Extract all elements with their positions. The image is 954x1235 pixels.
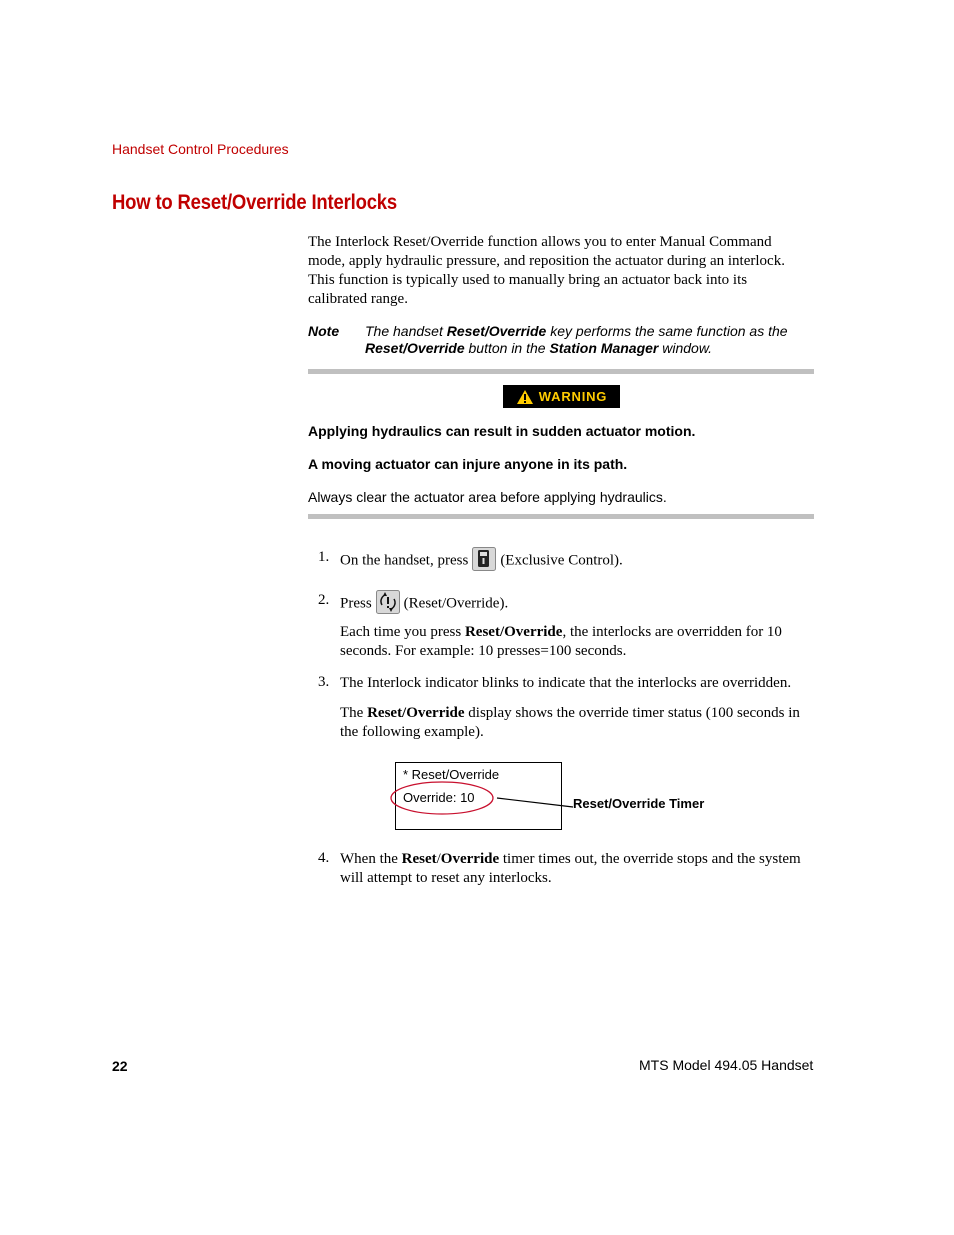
intro-paragraph: The Interlock Reset/Override function allows you to enter Manual Command mode, apply hydraulic pressure, and reposition the actuator during an interlock. This function is typically used to manually bring an actuator back into its calibrated range. [308,234,785,307]
warning-badge [503,385,620,408]
step-2-text: Press (Reset/Override). [340,592,508,616]
override-highlight-ellipse [391,782,493,814]
callout-label: Reset/Override Timer [573,796,705,811]
warning-line-3: Always clear the actuator area before applying hydraulics. [308,489,667,505]
step-3-text: The Interlock indicator blinks to indicate that the interlocks are overridden. [340,675,792,691]
callout-line [497,798,573,807]
warning-top-rule [308,369,814,374]
section-title: How to Reset/Override Interlocks [112,191,398,214]
warning-line-2: A moving actuator can injure anyone in its path. [308,456,628,472]
footer-title: MTS Model 494.05 Handset [639,1057,814,1073]
step-1-text: On the handset, press (Exclusive Control). [340,549,623,573]
display-line-2: Override: 10 [403,790,475,805]
step-4-text: When the Reset/Override timer times out, the override stops and the system will attempt to reset any interlocks. [340,851,801,886]
warning-bottom-rule [308,514,814,519]
warning-triangle-icon [516,389,534,405]
step-3-detail: The Reset/Override display shows the override timer status (100 seconds in the following example). [340,705,800,740]
note-label: Note [308,323,340,339]
reset-override-key-icon [376,590,400,614]
note-text: The handset Reset/Override key performs the same function as the Reset/Override button in the Station Manager window. [365,323,788,356]
warning-label: WARNING [538,389,608,404]
step-2-detail: Each time you press Reset/Override, the interlocks are overridden for 10 seconds. For example: 10 presses=100 seconds. [340,624,782,659]
display-line-1: * Reset/Override [403,767,500,782]
exclusive-control-key-icon [472,547,496,571]
warning-line-1: Applying hydraulics can result in sudden actuator motion. [308,423,696,439]
page-number: 22 [112,1058,128,1074]
step-4-number: 4. [318,850,330,866]
step-1-number: 1. [318,549,330,565]
running-header: Handset Control Procedures [112,141,289,157]
callout-graphic [385,780,585,820]
step-3-number: 3. [318,674,330,690]
step-2-number: 2. [318,592,330,608]
